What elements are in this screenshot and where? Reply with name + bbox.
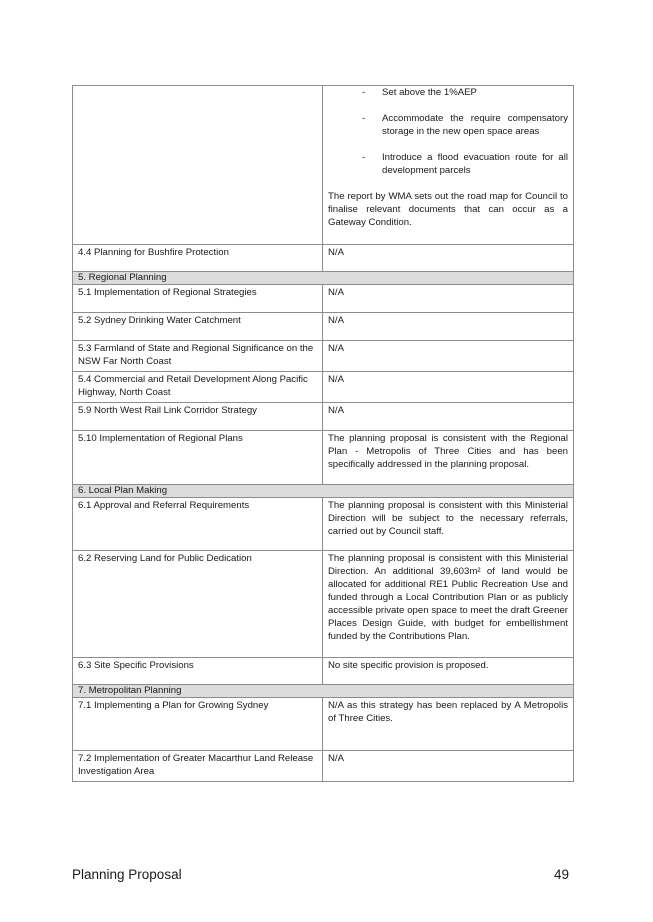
response-cell: N/A as this strategy has been replaced by A Metropolis of Three Cities. [323,698,574,751]
direction-cell: 5.1 Implementation of Regional Strategies [73,285,323,313]
table-body [73,86,574,782]
response-cell: N/A [323,285,574,313]
table-row [73,431,574,485]
ministerial-directions-table [72,85,574,782]
section-header: 7. Metropolitan Planning [73,685,574,698]
direction-cell: 7.1 Implementing a Plan for Growing Sydney [73,698,323,751]
section-header-row [73,272,574,285]
continuation-response-cell [323,86,574,245]
list-item: - Set above the 1%AEP [362,87,477,98]
response-cell: The planning proposal is consistent with this Ministerial Direction. An additional 39,603m² of land would be allocated for additional RE1 Public Recreation Use and funded through a Local Contribution Plan or as publicly accessible private open space to meet the draft Greener Places Design Guide, with budget for embellishment funded by the Contributions Plan. [323,551,574,658]
table-row [73,245,574,272]
table-row [73,341,574,372]
table-row [73,658,574,685]
table-row [73,551,574,658]
direction-cell: 6.3 Site Specific Provisions [73,658,323,685]
continuation-row [73,86,574,245]
response-cell: N/A [323,245,574,272]
section-header: 6. Local Plan Making [73,485,574,498]
direction-cell: 5.2 Sydney Drinking Water Catchment [73,313,323,341]
table-row [73,698,574,751]
direction-cell: 5.3 Farmland of State and Regional Significance on the NSW Far North Coast [73,341,323,372]
response-cell: No site specific provision is proposed. [323,658,574,685]
response-cell: N/A [323,372,574,403]
direction-cell: 6.2 Reserving Land for Public Dedication [73,551,323,658]
section-header: 5. Regional Planning [73,272,574,285]
section-header-row [73,485,574,498]
table-row [73,372,574,403]
table-row [73,751,574,782]
table-row [73,498,574,551]
section-header-row [73,685,574,698]
direction-cell: 5.4 Commercial and Retail Development Along Pacific Highway, North Coast [73,372,323,403]
direction-cell: 6.1 Approval and Referral Requirements [73,498,323,551]
table-row [73,285,574,313]
direction-cell: 4.4 Planning for Bushfire Protection [73,245,323,272]
response-cell: N/A [323,313,574,341]
table-row [73,313,574,341]
response-cell: N/A [323,403,574,431]
response-cell: N/A [323,341,574,372]
list-item: - Accommodate the require compensatory storage in the new open space areas [362,113,568,137]
continuation-direction-cell [73,86,323,245]
list-item: - Introduce a flood evacuation route for all development parcels [362,152,568,176]
table-row [73,403,574,431]
flood-measures-list [328,86,568,177]
direction-cell: 5.10 Implementation of Regional Plans [73,431,323,485]
direction-cell: 5.9 North West Rail Link Corridor Strategy [73,403,323,431]
direction-cell: 7.2 Implementation of Greater Macarthur Land Release Investigation Area [73,751,323,782]
response-cell: The planning proposal is consistent with the Regional Plan - Metropolis of Three Cities and has been specifically addressed in the planning proposal. [323,431,574,485]
response-cell: N/A [323,751,574,782]
response-cell: The planning proposal is consistent with this Ministerial Direction will be subject to the necessary referrals, carried out by Council staff. [323,498,574,551]
continuation-text: The report by WMA sets out the road map for Council to finalise relevant documents that can occur as a Gateway Condition. [328,191,568,228]
footer-page-number: 49 [553,867,569,882]
footer-title: Planning Proposal [72,867,182,882]
